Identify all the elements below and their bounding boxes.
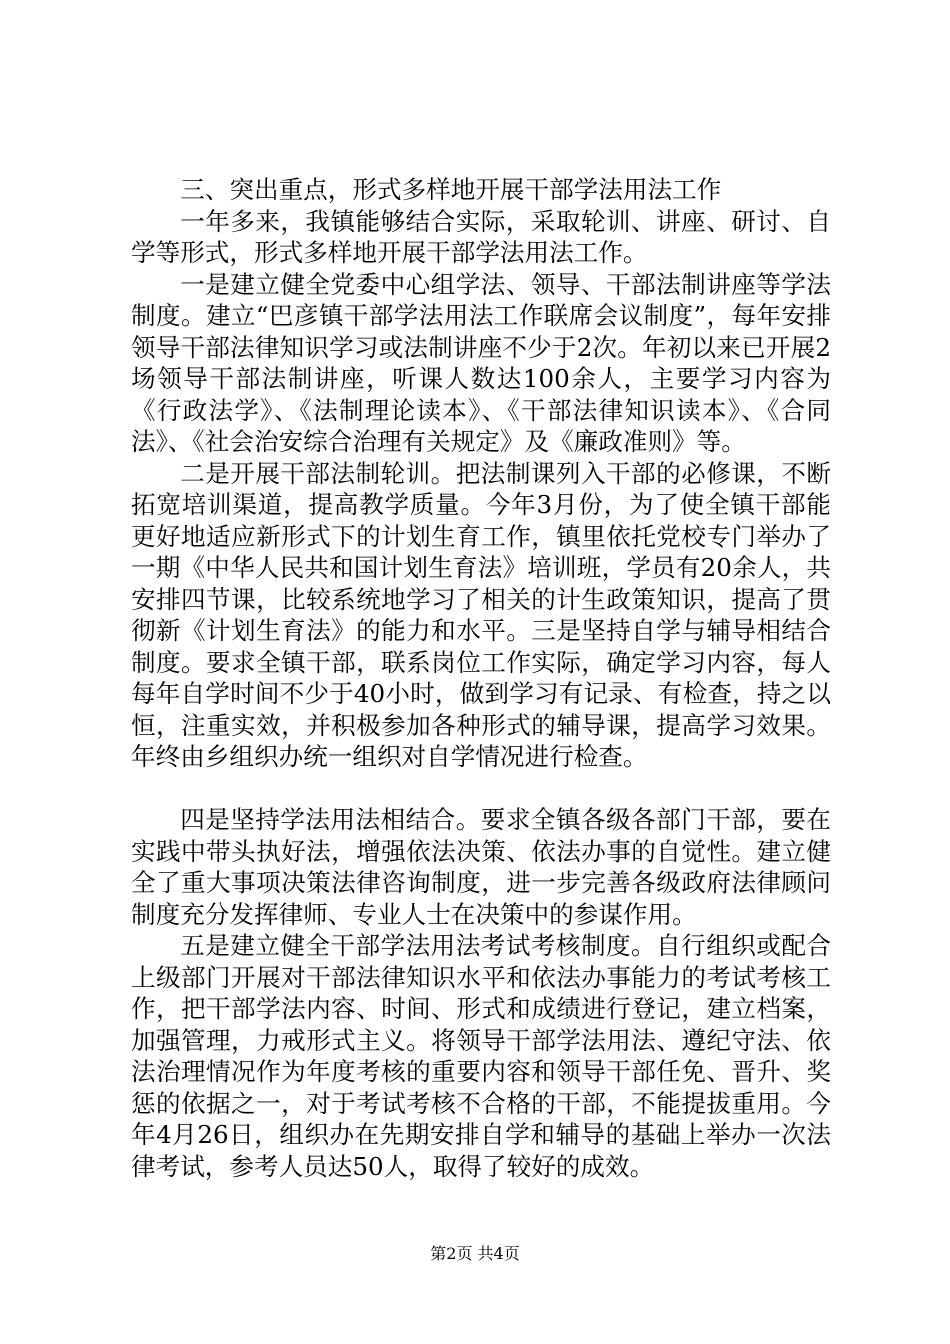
page-number-footer: 第2页 共4页 (430, 1244, 520, 1263)
paragraph-item-1: 一是建立健全党委中心组学法、领导、干部法制讲座等学法制度。建立“巴彦镇干部学法用法工作联席会议制度”，每年安排领导干部法律知识学习或法制讲座不少于2次。年初以来已开展2场领导干部法制讲座，听课人数达100余人，主要学习内容为《行政法学》、《法制理论读本》、《干部法律知识读本》、《合同法》、《社会治安综合治理有关规定》及《廉政准则》等。 (131, 269, 831, 456)
paragraph-intro: 一年多来，我镇能够结合实际，采取轮训、讲座、研讨、自学等形式，形式多样地开展干部学法用法工作。 (131, 206, 831, 267)
document-body (131, 174, 831, 1182)
paragraph-item-5: 五是建立健全干部学法用法考试考核制度。自行组织或配合上级部门开展对干部法律知识水平和依法办事能力的考试考核工作，把干部学法内容、时间、形式和成绩进行登记，建立档案，加强管理，力戒形式主义。将领导干部学法用法、遵纪守法、依法治理情况作为年度考核的重要内容和领导干部任免、晋升、奖惩的依据之一，对于考试考核不合格的干部，不能提拔重用。今年4月26日，组织办在先期安排自学和辅导的基础上举办一次法律考试，参考人员达50人，取得了较好的成效。 (131, 931, 831, 1181)
section-heading: 三、突出重点，形式多样地开展干部学法用法工作 (180, 175, 722, 204)
paragraph-item-2-3: 二是开展干部法制轮训。把法制课列入干部的必修课，不断拓宽培训渠道，提高教学质量。今年3月份，为了使全镇干部能更好地适应新形式下的计划生育工作，镇里依托党校专门举办了一期《中华人民共和国计划生育法》培训班，学员有20余人，共安排四节课，比较系统地学习了相关的计生政策知识，提高了贯彻新《计划生育法》的能力和水平。三是坚持自学与辅导相结合制度。要求全镇干部，联系岗位工作实际，确定学习内容，每人每年自学时间不少于40小时，做到学习有记录、有检查，持之以恒，注重实效，并积极参加各种形式的辅导课，提高学习效果。年终由乡组织办统一组织对自学情况进行检查。 (131, 458, 831, 771)
paragraph-gap (131, 773, 831, 805)
paragraph-item-4: 四是坚持学法用法相结合。要求全镇各级各部门干部，要在实践中带头执好法，增强依法决策、依法办事的自觉性。建立健全了重大事项决策法律咨询制度，进一步完善各级政府法律顾问制度充分发挥律师、专业人士在决策中的参谋作用。 (131, 805, 831, 929)
